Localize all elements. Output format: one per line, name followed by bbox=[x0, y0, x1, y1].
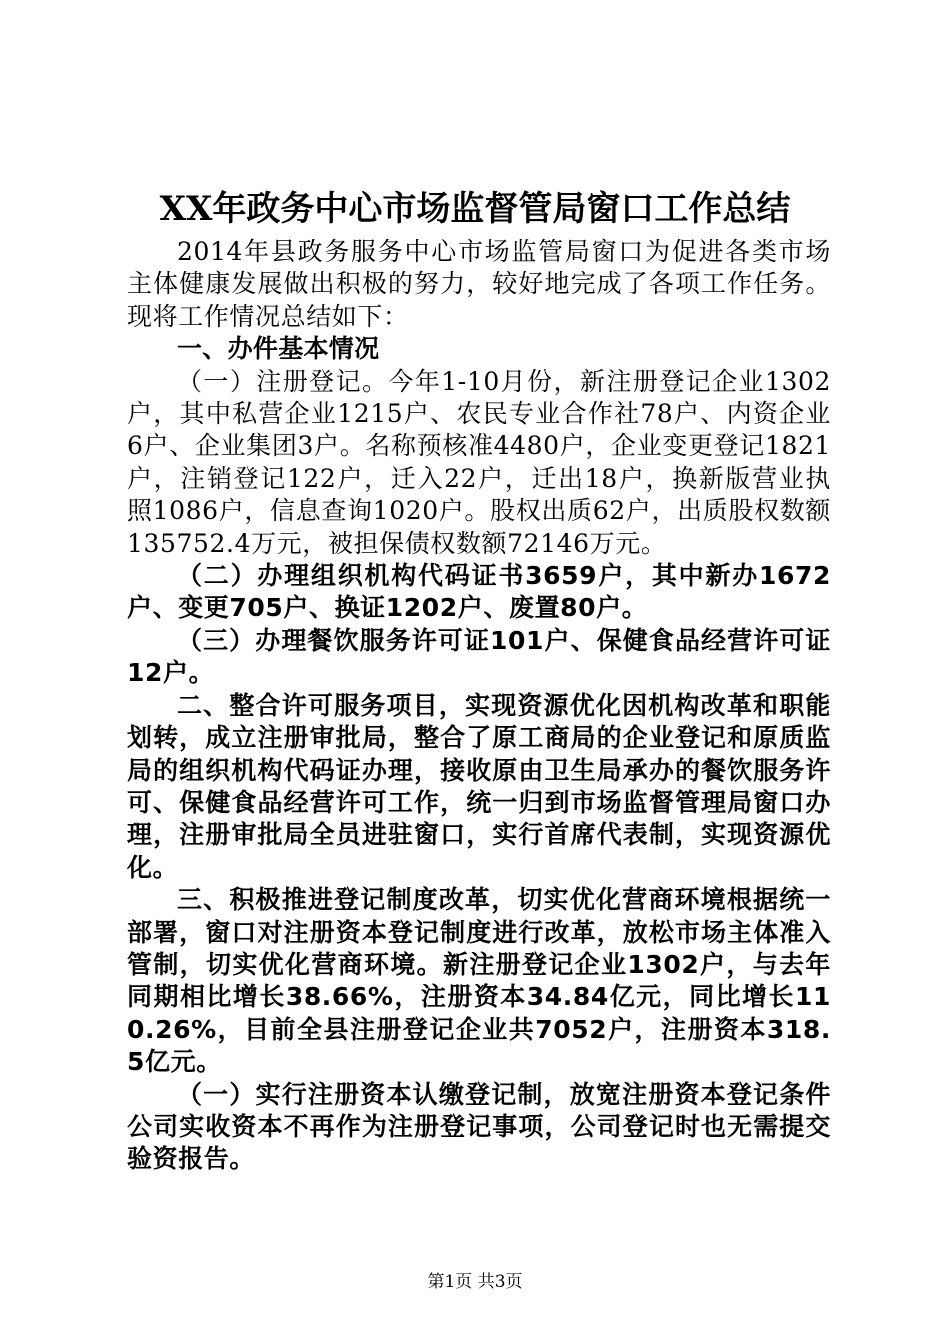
document-body bbox=[127, 236, 831, 1176]
document-title: XX年政务中心市场监督管局窗口工作总结 bbox=[159, 189, 791, 229]
paragraph-registration-reform: 三、积极推进登记制度改革，切实优化营商环境根据统一部署，窗口对注册资本登记制度进行改革，放松市场主体准入管制，切实优化营商环境。新注册登记企业1302户，与去年同期相比增长38.66%，注册资本34.84亿元，同比增长110.26%，目前全县注册登记企业共7052户，注册资本318.5亿元。 bbox=[127, 885, 831, 1077]
section-heading-basic-situation: 一、办件基本情况 bbox=[177, 334, 380, 364]
paragraph-organization-code: （二）办理组织机构代码证书3659户，其中新办1672户、变更705户、换证1202户、废置80户。 bbox=[127, 561, 831, 623]
paragraph-catering-license: （三）办理餐饮服务许可证101户、保健食品经营许可证12户。 bbox=[127, 625, 831, 688]
paragraph-registration: （一）注册登记。今年1-10月份，新注册登记企业1302户，其中私营企业1215户、农民专业合作社78户、内资企业6户、企业集团3户。名称预核准4480户，企业变更登记1821户，注销登记122户，迁入22户，迁出18户，换新版营业执照1086户，信息查询1020户。股权出质62户，出质股权数额135752.4万元，被担保债权数额72146万元。 bbox=[127, 366, 831, 558]
paragraph-capital-subscription: （一）实行注册资本认缴登记制，放宽注册资本登记条件公司实收资本不再作为注册登记事项，公司登记时也无需提交验资报告。 bbox=[127, 1079, 831, 1174]
page-footer: 第1页 共3页 bbox=[427, 1272, 523, 1292]
paragraph-integration: 二、整合许可服务项目，实现资源优化因机构改革和职能划转，成立注册审批局，整合了原工商局的企业登记和原质监局的组织机构代码证办理，接收原由卫生局承办的餐饮服务许可、保健食品经营许可工作，统一归到市场监督管理局窗口办理，注册审批局全员进驻窗口，实行首席代表制，实现资源优化。 bbox=[127, 690, 831, 882]
paragraph-intro: 2014年县政务服务中心市场监管局窗口为促进各类市场主体健康发展做出积极的努力，较好地完成了各项工作任务。现将工作情况总结如下： bbox=[127, 237, 831, 331]
